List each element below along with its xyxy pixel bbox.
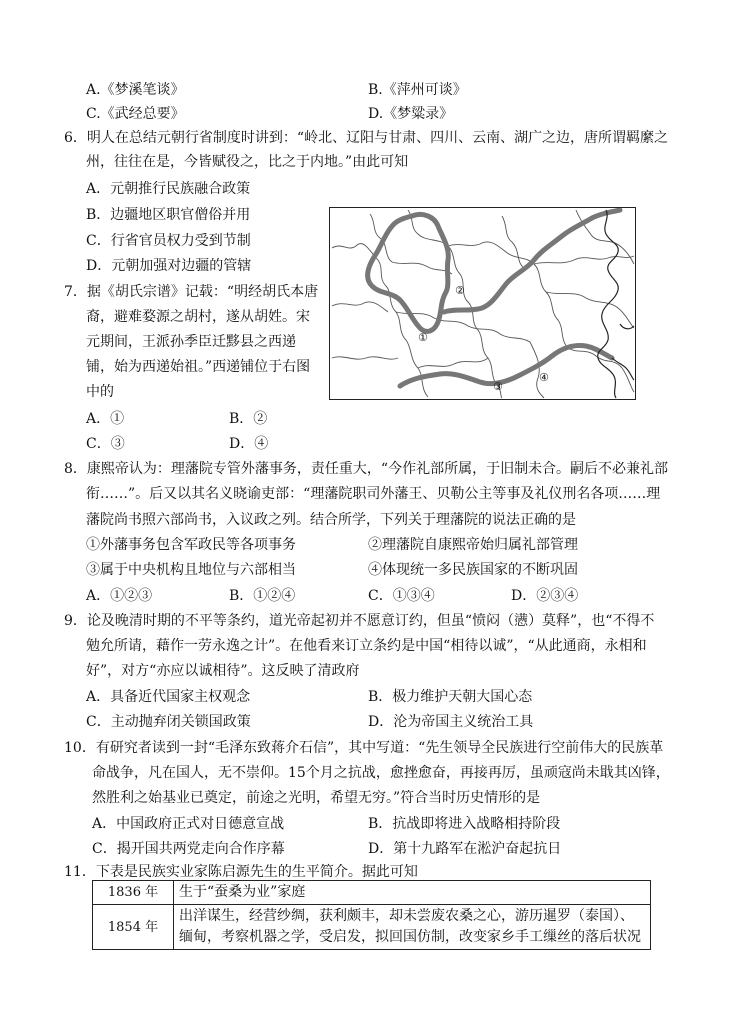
q9-option-a: A．具备近代国家主权观念	[86, 689, 251, 705]
q8-option-d: D．②③④	[511, 588, 579, 604]
q10-option-c: C．揭开国共两党走向合作序幕	[92, 841, 285, 857]
q8-statement-3: ③属于中央机构且地位与六部相当	[86, 562, 296, 578]
q8-statement-4: ④体现统一多民族国家的不断巩固	[368, 562, 578, 578]
table-cell-year: 1836 年	[93, 881, 174, 905]
table-cell-event	[174, 905, 651, 950]
q7-map-figure	[329, 207, 636, 400]
q10-stem-line-1: 10．有研究者读到一封“毛泽东致蒋介石信”，其中写道：“先生领导全民族进行空前伟大的民族革	[64, 740, 664, 756]
q8-option-c: C．①③④	[368, 588, 435, 604]
q7-stem-line-3: 元期间，王派孙季臣迁黟县之西递	[86, 334, 296, 350]
q9-option-d: D．沦为帝国主义统治工具	[368, 714, 534, 730]
q7-stem-line-1: 7．据《胡氏宗谱》记载：“明经胡氏本唐	[64, 284, 319, 300]
map-marker-4: ④	[539, 371, 549, 384]
q9-option-c: C．主动抛弃闭关锁国政策	[86, 714, 251, 730]
q7-stem-line-4: 铺，始为西递始祖。”西递铺位于右图	[86, 359, 311, 375]
table-cell-event	[174, 881, 651, 905]
q11-biography-table	[92, 880, 651, 950]
q7-option-b: B．②	[229, 411, 268, 427]
q5-option-b: B.《萍州可谈》	[368, 82, 467, 98]
q7-option-c: C．③	[86, 436, 125, 452]
map-drawing	[330, 208, 635, 399]
q6-stem-line-1: 6．明人在总结元朝行省制度时讲到：“岭北、辽阳与甘肃、四川、云南、湖广之边，唐所谓羁縻之	[64, 130, 669, 146]
table-cell-year: 1854 年	[93, 905, 174, 950]
q10-option-b: B．抗战即将进入战略相持阶段	[368, 816, 561, 832]
table-row	[93, 905, 651, 950]
q9-stem-line-2: 勉允所请，藉作一劳永逸之计”。在他看来订立条约是中国“相待以诚”，“从此通商，永相和	[86, 638, 647, 654]
map-highlight-routes	[368, 210, 620, 386]
q7-option-a: A．①	[86, 411, 125, 427]
q7-stem-line-2: 裔，避难婺源之胡村，遂从胡姓。宋	[86, 309, 310, 325]
q11-stem: 11．下表是民族实业家陈启源先生的生平简介。据此可知	[64, 864, 418, 880]
table-row	[93, 881, 651, 905]
q10-stem-line-2: 命战争，凡在国人，无不崇仰。15个月之抗战，愈挫愈奋，再接再厉，虽顽寇尚未戢其凶锋，	[92, 765, 670, 781]
q10-option-a: A．中国政府正式对日德意宣战	[92, 816, 285, 832]
q8-option-a: A．①②③	[86, 588, 153, 604]
q5-option-d: D.《梦粱录》	[368, 106, 454, 122]
q7-stem-line-5: 中的	[86, 384, 114, 400]
q9-stem-line-1: 9．论及晚清时期的不平等条约，道光帝起初并不愿意订约，但虽“愤闷（懑）莫释”，也“不得不	[64, 613, 655, 629]
q6-option-a: A．元朝推行民族融合政策	[86, 181, 251, 197]
map-marker-3: ③	[493, 380, 503, 393]
q10-option-d: D．第十九路军在淞沪奋起抗日	[368, 841, 562, 857]
q8-statement-2: ②理藩院自康熙帝始归属礼部管理	[368, 537, 578, 553]
map-coastline	[598, 210, 634, 398]
q6-option-b: B．边疆地区职官僧俗并用	[86, 207, 251, 223]
q5-option-c: C.《武经总要》	[86, 106, 185, 122]
q6-option-c: C．行省官员权力受到节制	[86, 233, 251, 249]
q9-stem-line-3: 好”，对方“亦应以诚相待”。这反映了清政府	[86, 663, 360, 679]
q6-stem-line-2: 州，往往在是，今皆赋役之，比之于内地。”由此可知	[86, 154, 409, 170]
map-province-borders	[332, 210, 634, 398]
q8-stem-line-3: 藩院尚书照六部尚书，入议政之列。结合所学，下列关于理藩院的说法正确的是	[86, 512, 576, 528]
q8-option-b: B．①②④	[229, 588, 296, 604]
q9-option-b: B．极力维护天朝大国心态	[368, 689, 533, 705]
map-marker-2: ②	[455, 284, 465, 297]
q8-stem-line-1: 8．康熙帝认为：理藩院专管外藩事务，责任重大，“今作礼部所属，于旧制未合。嗣后不必兼礼部	[64, 461, 669, 477]
q6-option-d: D．元朝加强对边疆的管辖	[86, 258, 252, 274]
table-cell-line: 出洋谋生，经营纱绸，获利颇丰，却未尝废农桑之心，游历暹罗（泰国）、	[179, 908, 634, 924]
map-marker-1: ①	[418, 331, 428, 344]
q7-option-d: D．④	[229, 436, 269, 452]
table-cell-line: 缅甸，考察机器之学，受启发，拟回国仿制，改变家乡手工缫丝的落后状况	[179, 929, 641, 945]
q10-stem-line-3: 然胜利之始基业已奠定，前途之光明，希望无穷。”符合当时历史情形的是	[92, 790, 541, 806]
q8-statement-1: ①外藩事务包含军政民等各项事务	[86, 537, 296, 553]
table-cell-line: 生于“蚕桑为业”家庭	[179, 884, 306, 900]
q8-stem-line-2: 衔……”。后又以其名义晓谕吏部：“理藩院职司外藩王、贝勒公主等事及礼仪刑名各项……理	[86, 486, 661, 502]
q5-option-a: A.《梦溪笔谈》	[86, 82, 185, 98]
